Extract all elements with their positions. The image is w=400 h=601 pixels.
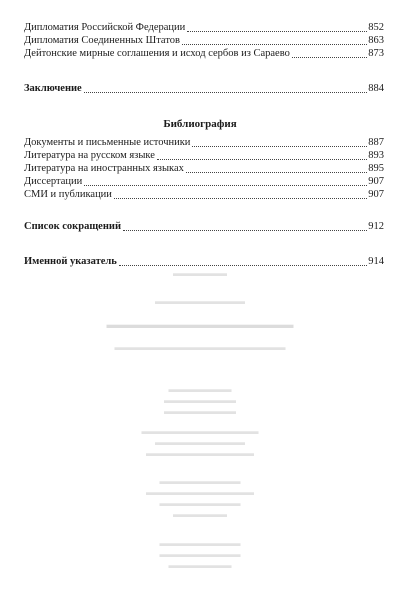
toc-entry-label: Дипломатия Соединенных Штатов (24, 35, 180, 46)
toc-entry-label: Литература на русском языке (24, 150, 155, 161)
bleed-through-block: ▬▬▬▬▬▬▬ ▬▬▬▬▬▬▬▬ ▬▬▬▬▬▬▬▬ (164, 384, 236, 416)
toc-entry[interactable] (24, 137, 384, 149)
bleed-through-block: ▬▬▬▬▬▬▬▬▬ ▬▬▬▬▬▬▬▬▬▬▬▬ ▬▬▬▬▬▬▬▬▬ ▬▬▬▬▬▬ (146, 476, 254, 519)
bleed-through-block: ▬▬▬▬▬▬▬▬▬▬▬▬▬ ▬▬▬▬▬▬▬▬▬▬ ▬▬▬▬▬▬▬▬▬▬▬▬ (141, 426, 259, 458)
toc-entry-abbreviations[interactable] (24, 221, 384, 233)
toc-entry-page: 887 (368, 137, 384, 148)
leader-dots (186, 172, 367, 173)
toc-entry[interactable] (24, 48, 384, 60)
leader-dots (84, 185, 367, 186)
toc-entry-page: 852 (368, 22, 384, 33)
toc-entry-conclusion[interactable] (24, 83, 384, 95)
toc-entry-label: Документы и письменные источники (24, 137, 191, 148)
toc-entry-label: Литература на иностранных языках (24, 163, 184, 174)
leader-dots (84, 92, 368, 93)
toc-entry[interactable] (24, 22, 384, 34)
bleed-through-line: ▬▬▬▬▬▬▬▬▬▬ (155, 296, 245, 306)
bleed-through-line: ▬▬▬▬▬▬▬▬▬▬▬▬▬▬▬▬▬ (106, 319, 294, 331)
toc-entry-page: 912 (368, 221, 384, 232)
leader-dots (182, 44, 367, 45)
toc-entry-page: 884 (368, 83, 384, 94)
toc-entry-page: 863 (368, 35, 384, 46)
leader-dots (119, 265, 367, 266)
toc-entry-page: 893 (368, 150, 384, 161)
leader-dots (292, 57, 367, 58)
toc-entry-label: Диссертации (24, 176, 83, 187)
toc-entry[interactable] (24, 176, 384, 188)
toc-entry-label: Именной указатель (24, 256, 117, 267)
leader-dots (192, 146, 367, 147)
toc-entry-page: 914 (368, 256, 384, 267)
bleed-through-line: ▬▬▬▬▬▬▬▬▬▬▬▬▬▬▬▬▬▬▬ (114, 342, 286, 352)
leader-dots (114, 198, 367, 199)
bleed-through-block: ▬▬▬▬▬▬▬▬▬ ▬▬▬▬▬▬▬▬▬ ▬▬▬▬▬▬▬ (159, 538, 241, 570)
toc-entry-label: Заключение (24, 83, 82, 94)
toc-entry-label: Список сокращений (24, 221, 121, 232)
toc-entry-page: 873 (368, 48, 384, 59)
toc-entry-page: 895 (368, 163, 384, 174)
toc-entry[interactable] (24, 150, 384, 162)
leader-dots (187, 31, 367, 32)
toc-entry-label: Дейтонские мирные соглашения и исход сербов из Сараево (24, 48, 290, 59)
leader-dots (157, 159, 367, 160)
toc-entry[interactable] (24, 189, 384, 201)
bibliography-heading: Библиография (163, 118, 237, 130)
toc-entry-label: СМИ и публикации (24, 189, 112, 200)
toc-entry-label: Дипломатия Российской Федерации (24, 22, 186, 33)
toc-entry-page: 907 (368, 176, 384, 187)
bleed-through-line: ▬▬▬▬▬▬ (173, 268, 227, 278)
leader-dots (123, 230, 367, 231)
toc-entry[interactable] (24, 35, 384, 47)
toc-entry[interactable] (24, 163, 384, 175)
toc-entry-page: 907 (368, 189, 384, 200)
toc-entry-name-index[interactable] (24, 256, 384, 268)
